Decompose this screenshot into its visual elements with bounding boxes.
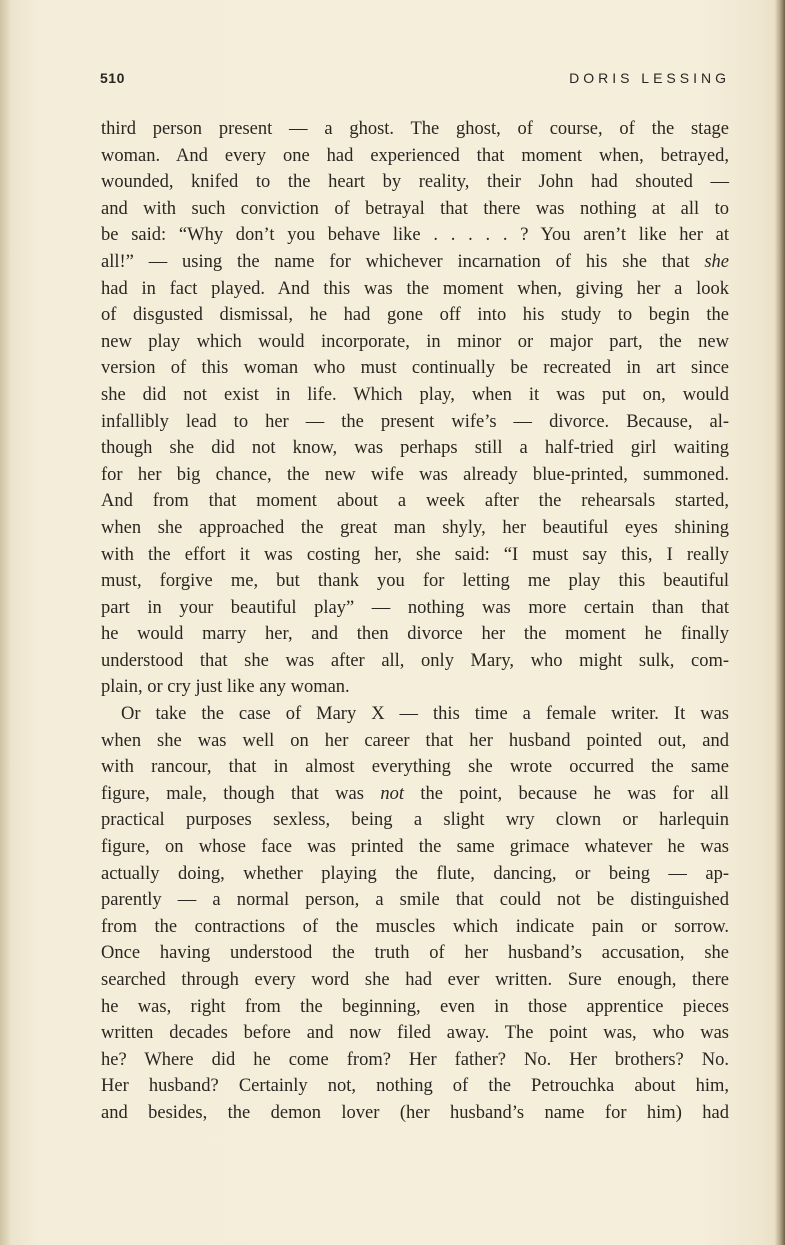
body-text — [101, 116, 729, 1127]
text-line: though she did not know, was perhaps still a half-tried girl waiting — [101, 438, 729, 459]
text-line: infallibly lead to her — the present wife’s — divorce. Because, al- — [101, 411, 729, 432]
page-gutter — [0, 0, 10, 1245]
text-line: practical purposes sexless, being a slight wry clown or harlequin — [101, 810, 729, 831]
text-line: Or take the case of Mary X — this time a female writer. It was — [121, 704, 729, 725]
page-number: 510 — [100, 70, 125, 86]
italic-word: she — [704, 251, 729, 272]
text-line: third person present — a ghost. The ghost, of course, of the stage — [101, 119, 729, 139]
text-line: woman. And every one had experienced that moment when, betrayed, — [101, 145, 729, 166]
running-head: DORIS LESSING — [569, 70, 730, 86]
page-edge — [775, 0, 785, 1245]
text-line: part in your beautiful play” — nothing was more certain than that — [101, 597, 729, 618]
text-line: when she was well on her career that her husband pointed out, and — [101, 730, 729, 751]
text-line: searched through every word she had ever written. Sure enough, there — [101, 970, 729, 990]
text-line: written decades before and now filed away. The point was, who was — [101, 1023, 729, 1044]
text-line: wounded, knifed to the heart by reality, their John had shouted — — [101, 172, 729, 193]
text-line: must, forgive me, but thank you for letting me play this beautiful — [101, 571, 729, 592]
text-line: figure, on whose face was printed the same grimace whatever he was — [101, 837, 729, 858]
text-line: new play which would incorporate, in minor or major part, the new — [101, 331, 729, 352]
text-line: she did not exist in life. Which play, when it was put on, would — [101, 384, 729, 405]
text-line: And from that moment about a week after the rehearsals started, — [101, 491, 729, 512]
text-segment: figure, male, though that was — [101, 783, 381, 804]
text-line: he would marry her, and then divorce her the moment he finally — [101, 624, 729, 645]
text-line: from the contractions of the muscles which indicate pain or sorrow. — [101, 916, 729, 937]
text-line: he was, right from the beginning, even in those apprentice pieces — [101, 996, 729, 1017]
text-line — [101, 781, 729, 808]
text-line: parently — a normal person, a smile that could not be distinguished — [101, 890, 729, 911]
text-line: be said: “Why don’t you behave like . . . . . ? You aren’t like her at — [101, 225, 729, 246]
text-line: of disgusted dismissal, he had gone off into his study to begin the — [101, 305, 729, 326]
text-line: had in fact played. And this was the moment when, giving her a look — [101, 278, 729, 299]
text-line: actually doing, whether playing the flute, dancing, or being — ap- — [101, 863, 729, 884]
text-line: and besides, the demon lover (her husband’s name for him) had — [101, 1102, 729, 1123]
text-line: he? Where did he come from? Her father? No. Her brothers? No. — [101, 1049, 729, 1070]
page-header — [100, 70, 730, 92]
text-line: version of this woman who must continually be recreated in art since — [101, 358, 729, 379]
text-line: with rancour, that in almost everything she wrote occurred the same — [101, 757, 729, 778]
text-segment: the point, because he was for all — [404, 783, 729, 804]
text-line: when she approached the great man shyly, her beautiful eyes shining — [101, 517, 729, 538]
text-line: Her husband? Certainly not, nothing of the Petrouchka about him, — [101, 1076, 729, 1097]
text-line: and with such conviction of betrayal that there was nothing at all to — [101, 198, 729, 219]
text-line: Once having understood the truth of her husband’s accusation, she — [101, 943, 729, 964]
text-segment: all!” — using the name for whichever incarnation of his she that — [101, 251, 705, 272]
text-line: understood that she was after all, only Mary, who might sulk, com- — [101, 650, 729, 671]
italic-word: not — [380, 783, 404, 804]
text-line: plain, or cry just like any woman. — [101, 677, 350, 698]
text-line — [101, 249, 729, 276]
text-line: for her big chance, the new wife was already blue-printed, summoned. — [101, 464, 729, 485]
text-line: with the effort it was costing her, she said: “I must say this, I really — [101, 544, 729, 565]
